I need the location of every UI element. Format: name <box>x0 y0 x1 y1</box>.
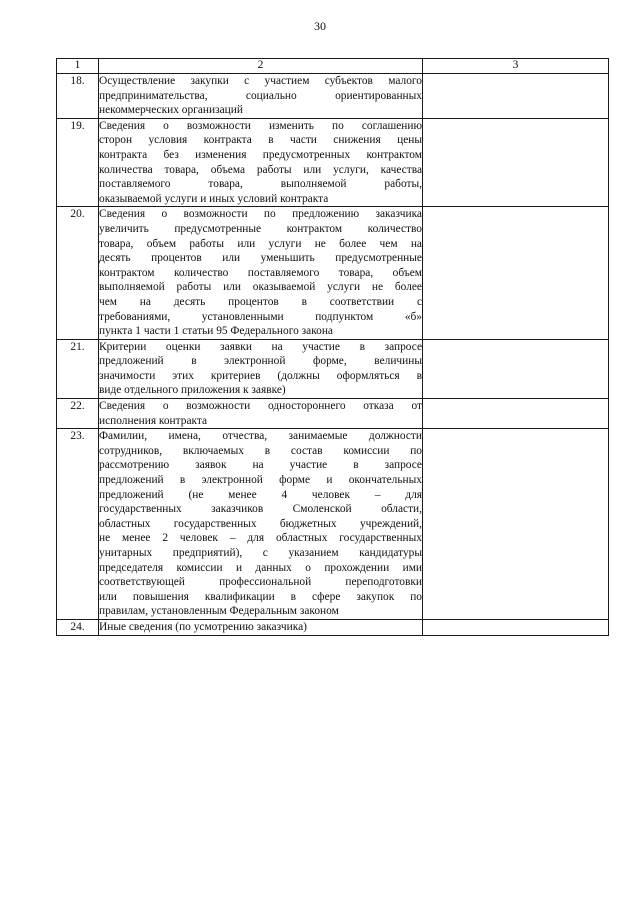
description-line: Сведения о возможности по предложению заказчика <box>99 208 422 221</box>
table-row <box>57 399 609 429</box>
row-description <box>99 207 423 339</box>
row-number: 18. <box>57 74 99 119</box>
description-line: выполняемой работы или оказываемой услуги не более <box>99 281 422 294</box>
description-line: государственных заказчиков Смоленской области, <box>99 503 422 516</box>
description-line: виде отдельного приложения к заявке) <box>99 384 286 397</box>
description-line: Сведения о возможности одностороннего отказа от <box>99 400 422 413</box>
description-line: значимости этих критериев (должны оформляться в <box>99 369 422 382</box>
row-number: 23. <box>57 429 99 620</box>
description-line: предложений (не менее 4 человек – для <box>99 488 422 501</box>
description-line: председателя комиссии и данных о прохождении ими <box>99 561 422 574</box>
description-line: Критерии оценки заявки на участие в запросе <box>99 340 422 353</box>
row-column-3-cell <box>423 339 609 398</box>
description-line: контракта без изменения предусмотренных контрактом <box>99 148 422 161</box>
description-line: поставляемого товара, выполняемой работы, <box>99 178 422 191</box>
description-line: оказываемой услуги и иных условий контракта <box>99 192 329 205</box>
page-number: 30 <box>314 19 326 33</box>
row-description <box>99 339 423 398</box>
column-header-1: 1 <box>57 59 99 74</box>
description-line: чем на десять процентов в соответствии с <box>99 295 422 308</box>
row-number: 24. <box>57 619 99 635</box>
description-line: десять процентов или уменьшить предусмотренные <box>99 252 422 265</box>
row-number: 19. <box>57 118 99 207</box>
description-line: товара, объем работы или услуги не более чем на <box>99 237 422 250</box>
row-description <box>99 118 423 207</box>
table-row <box>57 429 609 620</box>
description-line: Сведения о возможности изменить по соглашению <box>99 119 422 132</box>
description-line: предпринимательства, социально ориентированных <box>99 89 422 102</box>
column-header-2: 2 <box>99 59 423 74</box>
row-column-3-cell <box>423 118 609 207</box>
description-line: количества товара, объема работы или услуги, качества <box>99 163 422 176</box>
row-column-3-cell <box>423 74 609 119</box>
table-row <box>57 207 609 339</box>
description-line: требованиями, установленными подпунктом «б» <box>99 310 422 323</box>
table-row <box>57 339 609 398</box>
description-line: исполнения контракта <box>99 414 208 427</box>
description-line: предложений в электронной форме, величины <box>99 355 422 368</box>
row-description <box>99 429 423 620</box>
description-line: сотрудников, включаемых в состав комиссии по <box>99 444 422 457</box>
description-line: контрактом количество поставляемого товара, объем <box>99 266 422 279</box>
description-line: не менее 2 человек – для областных государственных <box>99 532 422 545</box>
description-line: соответствующей профессиональной переподготовки <box>99 576 422 589</box>
row-column-3-cell <box>423 429 609 620</box>
row-column-3-cell <box>423 399 609 429</box>
table-row <box>57 619 609 635</box>
row-description <box>99 399 423 429</box>
description-line: Осуществление закупки с участием субъектов малого <box>99 75 422 87</box>
description-line: областных государственных бюджетных учреждений, <box>99 517 422 530</box>
row-description <box>99 74 423 119</box>
description-line: или повышения квалификации в сфере закупок по <box>99 590 422 603</box>
row-number: 22. <box>57 399 99 429</box>
row-number: 20. <box>57 207 99 339</box>
requirements-table <box>56 58 609 636</box>
description-line: увеличить предусмотренные контрактом количество <box>99 222 422 235</box>
description-line: унитарных предприятий), с указанием кандидатуры <box>99 547 422 559</box>
description-line: некоммерческих организаций <box>99 104 243 117</box>
row-column-3-cell <box>423 207 609 339</box>
description-line: сторон условия контракта в части снижения цены <box>99 134 422 147</box>
table-row <box>57 118 609 207</box>
description-line: Фамилии, имена, отчества, занимаемые должности <box>99 430 422 443</box>
row-number: 21. <box>57 339 99 398</box>
row-column-3-cell <box>423 619 609 635</box>
description-line: Иные сведения (по усмотрению заказчика) <box>99 620 307 633</box>
column-header-3: 3 <box>423 59 609 74</box>
description-line: рассмотрению заявок на участие в запросе <box>99 459 422 472</box>
description-line: пункта 1 части 1 статьи 95 Федерального закона <box>99 325 333 338</box>
row-description <box>99 619 423 635</box>
table-header-row <box>57 59 609 74</box>
description-line: правилам, установленным Федеральным законом <box>99 605 339 618</box>
description-line: предложений в электронной форме и окончательных <box>99 474 422 487</box>
table-row <box>57 74 609 119</box>
